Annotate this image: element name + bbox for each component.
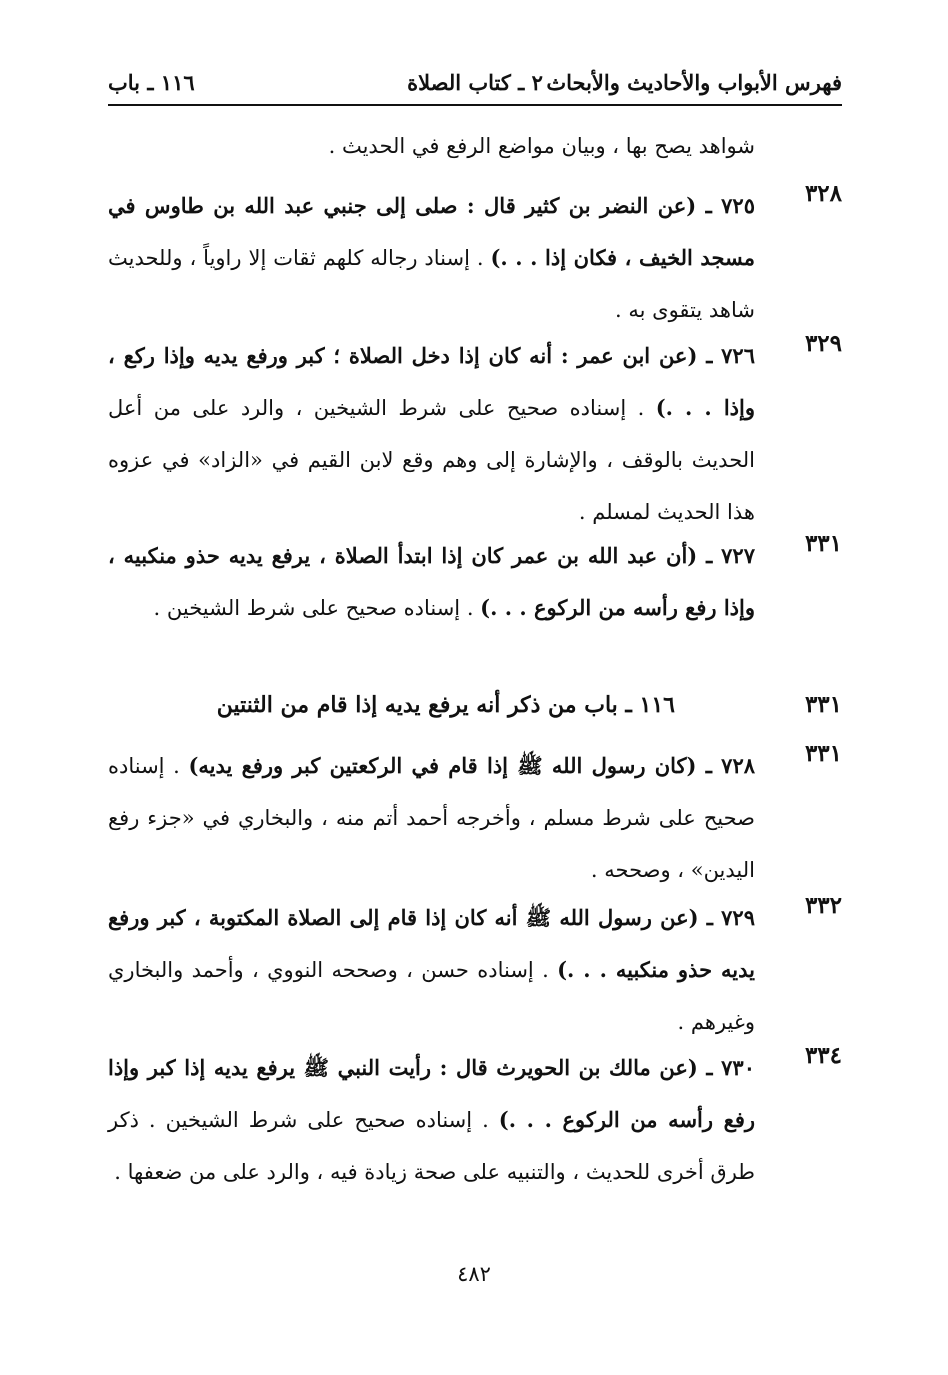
entry-body xyxy=(108,1042,755,1198)
entry-page-number: ٣٣١ xyxy=(804,740,842,767)
entry-comment: . إسناد رجاله كلهم ثقات إلا راوياً ، وللحديث شاهد يتقوى به . xyxy=(108,246,755,322)
entry-page-number: ٣٢٨ xyxy=(804,180,842,207)
entry-hadith: ٧٢٥ ـ (عن النضر بن كثير قال : صلى إلى جنبي عبد الله بن طاوس في مسجد الخيف ، فكان إذا . . .) xyxy=(108,193,755,270)
running-header xyxy=(108,62,842,102)
header-index-title: فهرس الأبواب والأحاديث والأبحاث xyxy=(546,69,842,95)
entry-body xyxy=(108,892,755,1048)
index-entry xyxy=(108,330,842,538)
entry-comment: . إسناده صحيح على شرط الشيخين ، والرد على من أعل الحديث بالوقف ، والإشارة إلى وهم وقع لابن القيم في «الزاد» في عزوه هذا الحديث لمسلم . xyxy=(108,396,755,524)
section-heading xyxy=(108,682,842,728)
entry-body xyxy=(108,740,755,896)
section-page-number: ٣٣١ xyxy=(804,691,842,718)
entry-comment: . إسناده صحيح على شرط الشيخين . xyxy=(153,596,481,620)
header-book-title: ٢ ـ كتاب الصلاة xyxy=(407,69,543,95)
entry-body xyxy=(108,180,755,336)
continuation-text: شواهد يصح بها ، وبيان مواضع الرفع في الحديث . xyxy=(328,134,755,158)
entry-comment: . إسناده صحيح على شرط الشيخين . ذكر طرق أخرى للحديث ، والتنبيه على صحة زيادة فيه ، والرد على من ضعفها . xyxy=(108,1108,755,1184)
entry-hadith: ٧٣٠ ـ (عن مالك بن الحويرث قال : رأيت النبي ﷺ يرفع يديه إذا كبر وإذا رفع رأسه من الركوع . . .) xyxy=(108,1055,755,1132)
entry-hadith: ٧٢٩ ـ (عن رسول الله ﷺ أنه كان إذا قام إلى الصلاة المكتوبة ، كبر ورفع يديه حذو منكبيه . . .) xyxy=(108,905,756,982)
entry-comment: . إسناده صحيح على شرط مسلم ، وأخرجه أحمد أتم منه ، والبخاري في «جزء رفع اليدين» ، وصححه . xyxy=(108,754,755,882)
index-entry xyxy=(108,530,842,634)
entry-comment: . إسناده حسن ، وصححه النووي ، وأحمد والبخاري وغيرهم . xyxy=(108,958,755,1034)
entry-page-number: ٣٣٢ xyxy=(804,892,842,919)
entry-page-number: ٣٣٤ xyxy=(804,1042,842,1069)
entry-body xyxy=(108,530,755,634)
entry-page-number: ٣٢٩ xyxy=(804,330,842,357)
index-entry xyxy=(108,740,842,896)
index-entry xyxy=(108,1042,842,1198)
header-rule xyxy=(108,104,842,106)
index-entry xyxy=(108,180,842,336)
entry-body xyxy=(108,330,755,538)
header-chapter: ١١٦ ـ باب xyxy=(108,69,195,95)
entry-hadith: ٧٢٧ ـ (أن عبد الله بن عمر كان إذا ابتدأ الصلاة ، يرفع يديه حذو منكبيه ، وإذا رفع رأسه من الركوع . . .) xyxy=(108,543,755,620)
entry-hadith: ٧٢٨ ـ (كان رسول الله ﷺ إذا قام في الركعتين كبر ورفع يديه) xyxy=(188,753,756,778)
entry-page-number: ٣٣١ xyxy=(804,530,842,557)
entry-hadith: ٧٢٦ ـ (عن ابن عمر : أنه كان إذا دخل الصلاة ؛ كبر ورفع يديه وإذا ركع ، وإذا . . .) xyxy=(108,343,755,420)
page-number: ٤٨٢ xyxy=(457,1262,491,1286)
section-title: ١١٦ ـ باب من ذكر أنه يرفع يديه إذا قام من الثنتين xyxy=(216,692,675,718)
index-entry xyxy=(108,892,842,1048)
